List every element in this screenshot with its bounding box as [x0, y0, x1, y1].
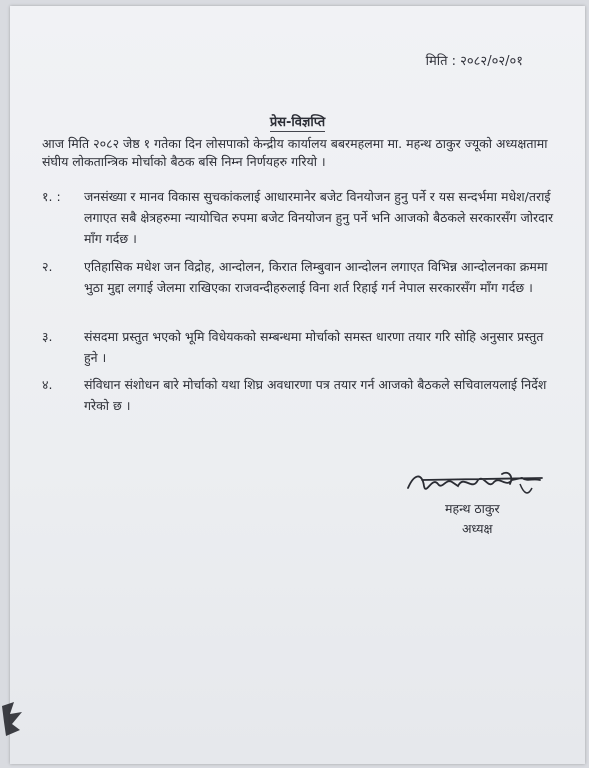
signatory-name: महन्थ ठाकुर	[445, 501, 500, 516]
item-text: संसदमा प्रस्तुत भएको भूमि विधेयकको सम्बन्धमा मोर्चाको समस्त धारणा तयार गरि सोहि अनुसार प्रस्तुत हुने ।	[84, 329, 544, 365]
item-number: २.	[42, 259, 53, 274]
signatory-designation: अध्यक्ष	[462, 521, 493, 536]
item-number: १. :	[42, 189, 61, 204]
press-release-page	[10, 6, 585, 764]
item-number: ४.	[42, 377, 53, 392]
item-text: जनसंख्या र मानव विकास सुचकांकलाई आधारमानेर बजेट विनयोजन हुनु पर्ने र यस सन्दर्भमा मधेश/तराई लगाएत सबै क्षेत्रहरुमा न्यायोचित रुपमा बजेट विनयोजन हुनु पर्ने भनि आजको बैठकले सरकारसँग जोरदार माँग गर्दछ ।	[84, 189, 554, 246]
item-number: ३.	[42, 329, 53, 344]
document-title-text: प्रेस-विज्ञप्ति	[269, 115, 326, 130]
ink-smudge	[0, 696, 40, 746]
document-title	[10, 112, 585, 130]
item-text: संविधान संशोधन बारे मोर्चाको यथा शिघ्र अवधारणा पत्र तयार गर्न आजको बैठकले सचिवालयलाई निर्देश गरेको छ ।	[84, 377, 547, 413]
document-date: मिति : २०८२/०२/०१	[425, 54, 523, 69]
item-text: एतिहासिक मधेश जन विद्रोह, आन्दोलन, किरात लिम्बुवान आन्दोलन लगाएत विभिन्न आन्दोलनका क्रममा भुठा मुद्दा लगाई जेलमा राखिएका राजवन्दीहरुलाई विना शर्त रिहाई गर्न नेपाल सरकारसँग माँग गर्दछ ।	[84, 259, 548, 295]
intro-paragraph: आज मिति २०८२ जेष्ठ १ गतेका दिन लोसपाको केन्द्रीय कार्यालय बबरमहलमा मा. महन्थ ठाकुर ज्यूको अध्यक्षतामा संघीय लोकतान्त्रिक मोर्चाको बैठक बसि निम्न निर्णयहरु गरियो ।	[42, 136, 548, 169]
